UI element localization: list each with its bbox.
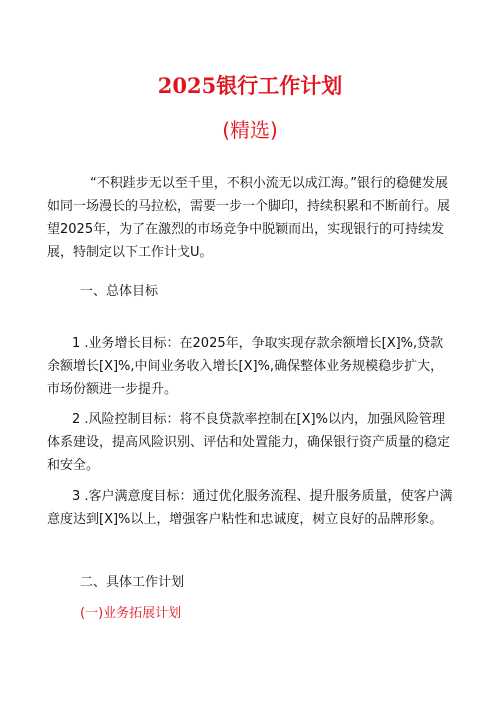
goal-business-growth: 1 .业务增长目标：在2025年，争取实现存款余额增长[X]%,贷款余额增长[X]%,中间业务收入增长[X]%,确保整体业务规模稳步扩大，市场份额进一步提升。 [47,336,444,397]
section-heading-work-plan: 二、具体工作计划 [80,575,185,590]
document-title: 2025银行工作计划 [157,73,343,98]
section-heading-overall-goals: 一、总体目标 [80,284,159,299]
goal-customer-satisfaction: 3 .客户满意度目标：通过优化服务流程、提升服务质量，使客户满意度达到[X]%以上，增强客户粘性和忠诚度，树立良好的品牌形象。 [47,489,453,527]
intro-paragraph: “不积跬步无以至千里，不积小流无以成江海。”银行的稳健发展如同一场漫长的马拉松，需要一步一个脚印，持续积累和不断前行。展望2025年，为了在激烈的市场竞争中脱颖而出，实现银行的可持续发展，特制定以下工作计戈U。 [47,176,451,260]
goal-risk-control: 2 .风险控制目标：将不良贷款率控制在[X]%以内，加强风险管理体系建设，提高风险识别、评估和处置能力，确保银行资产质量的稳定和安全。 [47,412,451,473]
subsection-heading-business-expansion: (一)业务拓展计划 [80,606,182,621]
document-subtitle: (精选) [222,118,278,142]
